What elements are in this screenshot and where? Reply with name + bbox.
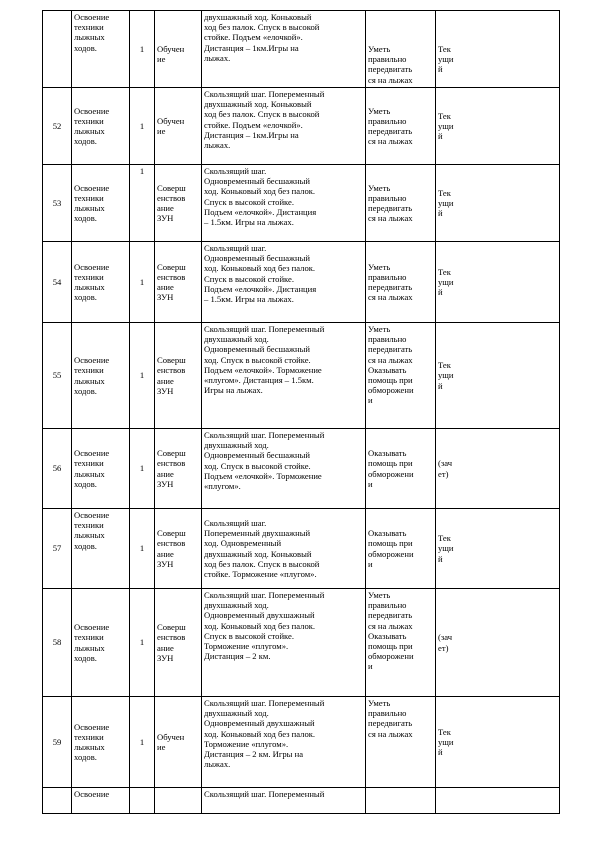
hours-cell: 1 bbox=[130, 323, 155, 429]
hours-cell: 1 bbox=[130, 429, 155, 509]
topic-cell: Освоение техники лыжных ходов. bbox=[72, 697, 130, 788]
lesson-number-cell: 52 bbox=[43, 88, 72, 165]
lesson-number-cell: 58 bbox=[43, 589, 72, 697]
content-cell: Скользящий шаг. Попеременный двухшажный ход. Одновременный двухшажный ход. Коньковый ход без палок. Спуск в высокой стойке. Торможение «плугом». bbox=[202, 509, 366, 589]
table-row bbox=[43, 509, 560, 589]
content-cell: Скользящий шаг. Попеременный двухшажный ход. Коньковый ход без палок. Спуск в высокой стойке. Подъем «елочкой». Дистанция – 1км.Игры на лыжах. bbox=[202, 88, 366, 165]
table-row bbox=[43, 589, 560, 697]
topic-cell: Освоение техники лыжных ходов. bbox=[72, 509, 130, 589]
lesson-type-cell: Соверш енствов ание ЗУН bbox=[155, 242, 202, 323]
lesson-number-cell: 59 bbox=[43, 697, 72, 788]
control-cell: Тек ущи й bbox=[436, 242, 560, 323]
table-row bbox=[43, 323, 560, 429]
topic-cell: Освоение bbox=[72, 788, 130, 814]
requirements-cell: Уметь правильно передвигать ся на лыжах bbox=[366, 88, 436, 165]
content-cell: Скользящий шаг. Одновременный бесшажный ход. Коньковый ход без палок. Спуск в высокой стойке. Подъем «елочкой». Дистанция – 1.5км. Игры на лыжах. bbox=[202, 165, 366, 242]
requirements-cell: Уметь правильно передвигать ся на лыжах Оказывать помощь при обморожени и bbox=[366, 323, 436, 429]
control-cell: Тек ущи й bbox=[436, 323, 560, 429]
topic-cell: Освоение техники лыжных ходов. bbox=[72, 11, 130, 88]
content-cell: Скользящий шаг. Попеременный двухшажный ход. Одновременный двухшажный ход. Коньковый ход без палок. Торможение «плугом». Дистанция – 2 км. Игры на лыжах. bbox=[202, 697, 366, 788]
lesson-number-cell: 54 bbox=[43, 242, 72, 323]
table-row bbox=[43, 242, 560, 323]
requirements-cell: Уметь правильно передвигать ся на лыжах bbox=[366, 165, 436, 242]
requirements-cell: Уметь правильно передвигать ся на лыжах bbox=[366, 242, 436, 323]
lesson-number-cell bbox=[43, 788, 72, 814]
topic-cell: Освоение техники лыжных ходов. bbox=[72, 429, 130, 509]
table-row bbox=[43, 429, 560, 509]
hours-cell bbox=[130, 788, 155, 814]
lesson-type-cell: Соверш енствов ание ЗУН bbox=[155, 323, 202, 429]
requirements-cell: Уметь правильно передвигать ся на лыжах Оказывать помощь при обморожени и bbox=[366, 589, 436, 697]
hours-cell: 1 bbox=[130, 165, 155, 242]
requirements-cell: Оказывать помощь при обморожени и bbox=[366, 429, 436, 509]
hours-cell: 1 bbox=[130, 11, 155, 88]
lesson-type-cell: Соверш енствов ание ЗУН bbox=[155, 589, 202, 697]
table-row bbox=[43, 788, 560, 814]
lesson-number-cell: 56 bbox=[43, 429, 72, 509]
lesson-number-cell: 57 bbox=[43, 509, 72, 589]
control-cell: Тек ущи й bbox=[436, 165, 560, 242]
content-cell: Скользящий шаг. Попеременный bbox=[202, 788, 366, 814]
hours-cell: 1 bbox=[130, 88, 155, 165]
table-row bbox=[43, 697, 560, 788]
lesson-number-cell: 53 bbox=[43, 165, 72, 242]
lesson-type-cell: Обучен ие bbox=[155, 697, 202, 788]
lesson-type-cell: Соверш енствов ание ЗУН bbox=[155, 509, 202, 589]
topic-cell: Освоение техники лыжных ходов. bbox=[72, 589, 130, 697]
control-cell: Тек ущи й bbox=[436, 88, 560, 165]
requirements-cell: Оказывать помощь при обморожени и bbox=[366, 509, 436, 589]
table-row bbox=[43, 88, 560, 165]
control-cell bbox=[436, 788, 560, 814]
table-row bbox=[43, 165, 560, 242]
control-cell: (зач ет) bbox=[436, 589, 560, 697]
control-cell: Тек ущи й bbox=[436, 697, 560, 788]
hours-cell: 1 bbox=[130, 509, 155, 589]
lesson-type-cell bbox=[155, 788, 202, 814]
content-cell: Скользящий шаг. Одновременный бесшажный ход. Коньковый ход без палок. Спуск в высокой стойке. Подъем «елочкой». Дистанция – 1.5км. Игры на лыжах. bbox=[202, 242, 366, 323]
lesson-type-cell: Обучен ие bbox=[155, 88, 202, 165]
topic-cell: Освоение техники лыжных ходов. bbox=[72, 165, 130, 242]
hours-cell: 1 bbox=[130, 242, 155, 323]
table-row bbox=[43, 11, 560, 88]
control-cell: Тек ущи й bbox=[436, 11, 560, 88]
control-cell: Тек ущи й bbox=[436, 509, 560, 589]
content-cell: Скользящий шаг. Попеременный двухшажный ход. Одновременный двухшажный ход. Коньковый ход без палок. Спуск в высокой стойке. Торможение «плугом». Дистанция – 2 км. bbox=[202, 589, 366, 697]
lesson-type-cell: Обучен ие bbox=[155, 11, 202, 88]
lesson-type-cell: Соверш енствов ание ЗУН bbox=[155, 165, 202, 242]
lesson-number-cell: 55 bbox=[43, 323, 72, 429]
hours-cell: 1 bbox=[130, 589, 155, 697]
content-cell: Скользящий шаг. Попеременный двухшажный ход. Одновременный бесшажный ход. Спуск в высокой стойке. Подъем «елочкой». Торможение «плугом». Дистанция – 1.5км. Игры на лыжах. bbox=[202, 323, 366, 429]
lesson-plan-table bbox=[42, 10, 560, 814]
control-cell: (зач ет) bbox=[436, 429, 560, 509]
hours-cell: 1 bbox=[130, 697, 155, 788]
topic-cell: Освоение техники лыжных ходов. bbox=[72, 88, 130, 165]
requirements-cell: Уметь правильно передвигать ся на лыжах bbox=[366, 11, 436, 88]
topic-cell: Освоение техники лыжных ходов. bbox=[72, 242, 130, 323]
topic-cell: Освоение техники лыжных ходов. bbox=[72, 323, 130, 429]
requirements-cell bbox=[366, 788, 436, 814]
lesson-type-cell: Соверш енствов ание ЗУН bbox=[155, 429, 202, 509]
requirements-cell: Уметь правильно передвигать ся на лыжах bbox=[366, 697, 436, 788]
lesson-number-cell bbox=[43, 11, 72, 88]
content-cell: двухшажный ход. Коньковый ход без палок. Спуск в высокой стойке. Подъем «елочкой». Дистанция – 1км.Игры на лыжах. bbox=[202, 11, 366, 88]
content-cell: Скользящий шаг. Попеременный двухшажный ход. Одновременный бесшажный ход. Спуск в высокой стойке. Подъем «елочкой». Торможение «плугом». bbox=[202, 429, 366, 509]
